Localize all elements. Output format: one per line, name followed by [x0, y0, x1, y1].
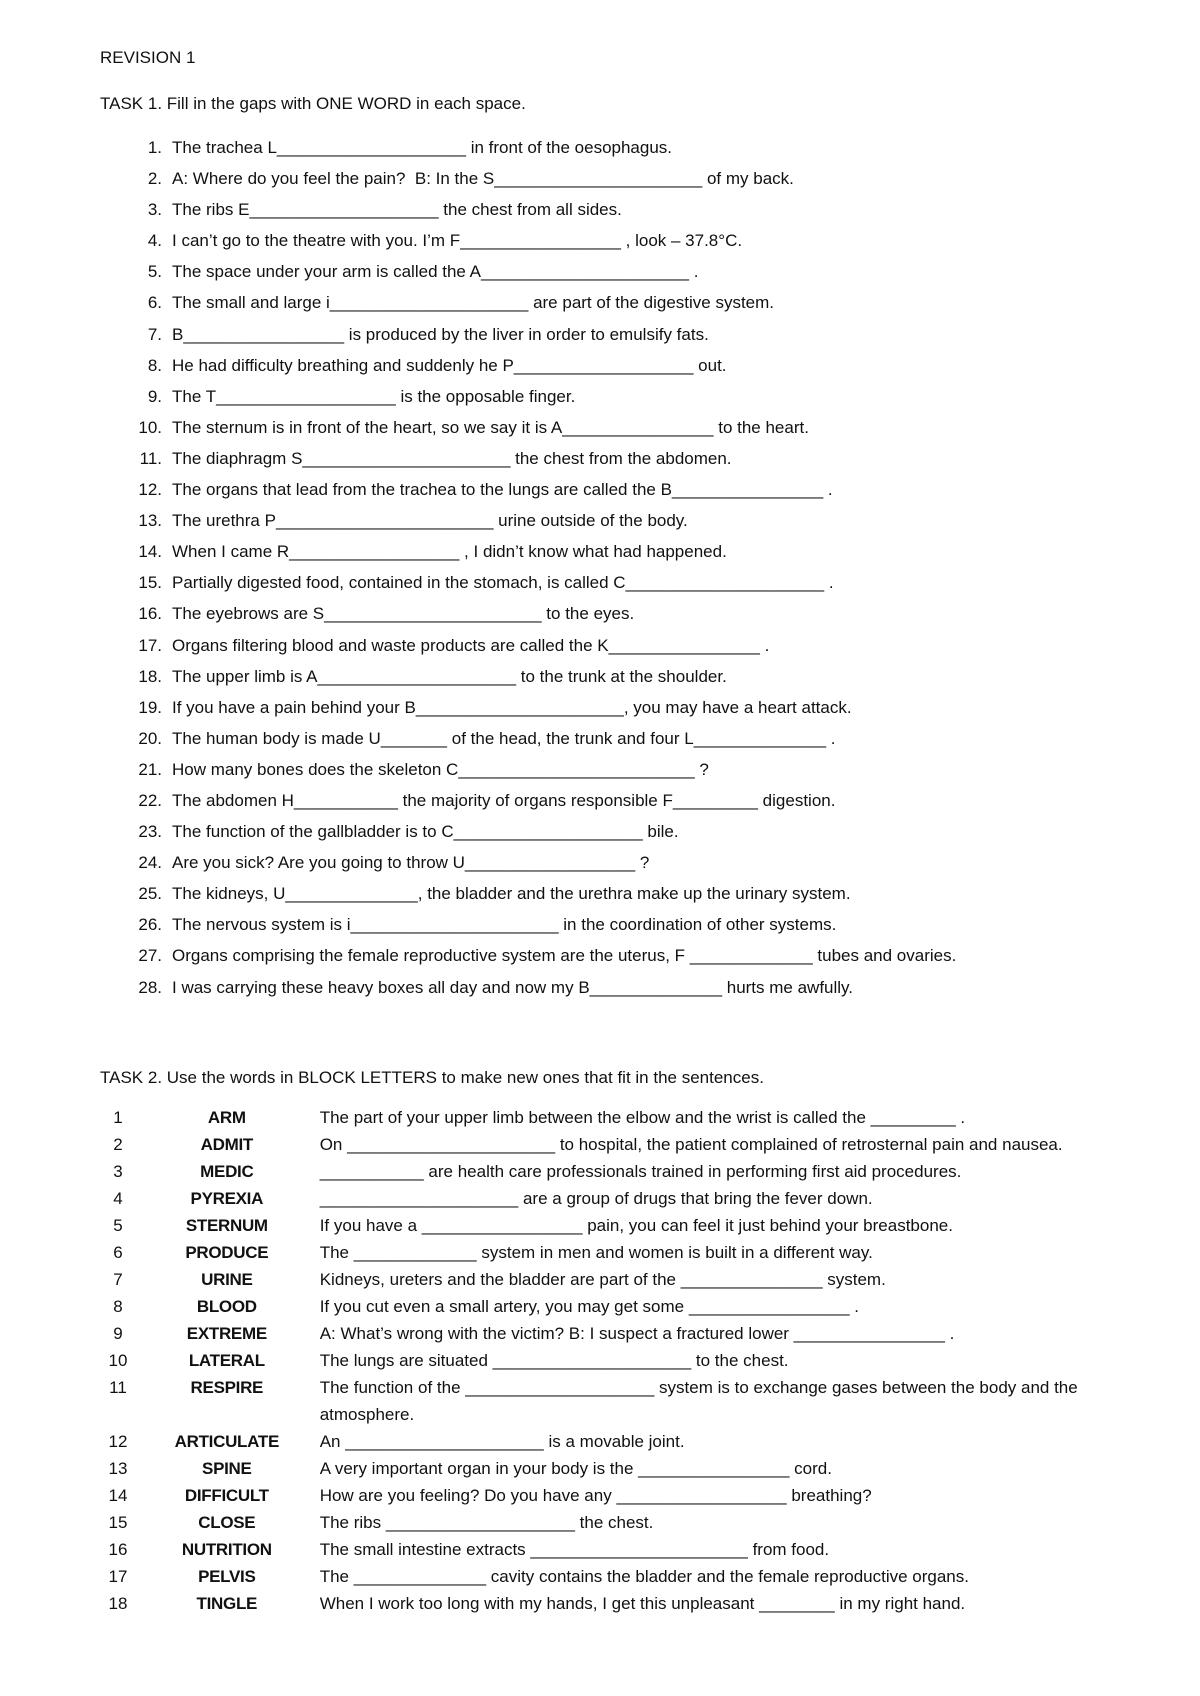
- row-number: 9: [113, 1324, 123, 1343]
- task1-item: [0, 479, 1200, 510]
- task1-item: [0, 945, 1200, 976]
- task1-item: [0, 635, 1200, 666]
- item-number: 5.: [147, 262, 162, 282]
- item-text: I was carrying these heavy boxes all day and now my B______________ hurts me awfully.: [172, 977, 854, 997]
- item-number: 18.: [138, 666, 162, 686]
- item-number: 4.: [147, 231, 162, 251]
- item-number: 3.: [147, 200, 162, 220]
- task1-item: [0, 386, 1200, 417]
- item-text: The sternum is in front of the heart, so we say it is A________________ to the heart.: [172, 417, 809, 437]
- item-text: The diaphragm S______________________ the chest from the abdomen.: [172, 448, 732, 468]
- task1-item: [0, 821, 1200, 852]
- item-number: 12.: [138, 480, 162, 500]
- row-number: 1: [113, 1108, 123, 1127]
- task2-row: [100, 1509, 1120, 1536]
- item-text: When I came R__________________ , I didn’t know what had happened.: [172, 542, 727, 562]
- item-number: 13.: [138, 511, 162, 531]
- task1-item: [0, 728, 1200, 759]
- item-text: The organs that lead from the trachea to the lungs are called the B________________ .: [172, 480, 833, 500]
- row-sentence: How are you feeling? Do you have any __________________ breathing?: [319, 1486, 872, 1505]
- block-word: MEDIC: [200, 1162, 254, 1181]
- item-text: Partially digested food, contained in the stomach, is called C_____________________ .: [172, 573, 834, 593]
- row-number: 17: [108, 1567, 128, 1586]
- item-number: 24.: [138, 853, 162, 873]
- row-number: 10: [108, 1351, 128, 1370]
- row-number: 2: [113, 1135, 123, 1154]
- row-sentence: The lungs are situated _____________________ to the chest.: [319, 1351, 789, 1370]
- task2-row: [100, 1374, 1120, 1428]
- item-text: The human body is made U_______ of the head, the trunk and four L______________ .: [172, 728, 836, 748]
- block-word: RESPIRE: [190, 1378, 264, 1397]
- task2-row: [100, 1536, 1120, 1563]
- task1-item: [0, 324, 1200, 355]
- item-number: 27.: [138, 946, 162, 966]
- block-word: NUTRITION: [181, 1540, 272, 1559]
- task2-row: [100, 1455, 1120, 1482]
- block-word: ARTICULATE: [174, 1432, 279, 1451]
- row-sentence: _____________________ are a group of drugs that bring the fever down.: [319, 1189, 873, 1208]
- row-number: 16: [108, 1540, 128, 1559]
- block-word: LATERAL: [188, 1351, 265, 1370]
- task2-row: [100, 1563, 1120, 1590]
- block-word: ARM: [207, 1108, 246, 1127]
- task1-item: [0, 448, 1200, 479]
- block-word: CLOSE: [198, 1513, 256, 1532]
- task2-table: [100, 1104, 1120, 1617]
- item-number: 25.: [138, 884, 162, 904]
- page-title: REVISION 1: [100, 48, 196, 67]
- task1-item: [0, 759, 1200, 790]
- block-word: SPINE: [202, 1459, 252, 1478]
- row-number: 8: [113, 1297, 123, 1316]
- task2-row: [100, 1266, 1120, 1293]
- block-word: TINGLE: [196, 1594, 258, 1613]
- row-number: 14: [108, 1486, 128, 1505]
- item-text: The small and large i_____________________ are part of the digestive system.: [172, 293, 775, 313]
- row-sentence: The ribs ____________________ the chest.: [319, 1513, 654, 1532]
- task1-item: [0, 230, 1200, 261]
- item-text: The function of the gallbladder is to C____________________ bile.: [172, 822, 679, 842]
- task2-row: [100, 1482, 1120, 1509]
- row-sentence: On ______________________ to hospital, the patient complained of retrosternal pain and nausea.: [319, 1135, 1063, 1154]
- row-sentence: A very important organ in your body is the ________________ cord.: [319, 1459, 832, 1478]
- item-number: 14.: [138, 542, 162, 562]
- item-number: 22.: [138, 790, 162, 810]
- item-text: Are you sick? Are you going to throw U__________________ ?: [172, 853, 650, 873]
- task1-item: [0, 666, 1200, 697]
- item-text: The eyebrows are S_______________________ to the eyes.: [172, 604, 635, 624]
- block-word: PELVIS: [198, 1567, 256, 1586]
- row-sentence: The small intestine extracts _______________________ from food.: [319, 1540, 830, 1559]
- row-sentence: A: What’s wrong with the victim? B: I suspect a fractured lower ________________ .: [319, 1324, 955, 1343]
- item-text: The trachea L____________________ in front of the oesophagus.: [172, 138, 673, 157]
- block-word: EXTREME: [186, 1324, 267, 1343]
- row-sentence: An _____________________ is a movable joint.: [319, 1432, 685, 1451]
- block-word: PRODUCE: [185, 1243, 269, 1262]
- task1-item: [0, 697, 1200, 728]
- block-word: PYREXIA: [190, 1189, 264, 1208]
- block-word: URINE: [201, 1270, 253, 1289]
- row-sentence: If you have a _________________ pain, you can feel it just behind your breastbone.: [319, 1216, 953, 1235]
- item-text: B_________________ is produced by the liver in order to emulsify fats.: [172, 324, 709, 344]
- task2-row: [100, 1590, 1120, 1617]
- item-text: If you have a pain behind your B______________________, you may have a heart attack.: [172, 697, 852, 717]
- task1-item: [0, 261, 1200, 292]
- item-number: 9.: [147, 386, 162, 406]
- item-text: The nervous system is i______________________ in the coordination of other systems.: [172, 915, 837, 935]
- row-number: 13: [108, 1459, 128, 1478]
- block-word: BLOOD: [196, 1297, 257, 1316]
- item-text: Organs filtering blood and waste products are called the K________________ .: [172, 635, 770, 655]
- task1-item: [0, 790, 1200, 821]
- task2-row: [100, 1428, 1120, 1455]
- item-text: Organs comprising the female reproductive system are the uterus, F _____________ tubes and ovaries.: [172, 946, 957, 966]
- item-text: He had difficulty breathing and suddenly he P___________________ out.: [172, 355, 727, 375]
- task1-heading: TASK 1. Fill in the gaps with ONE WORD in each space.: [100, 94, 526, 113]
- item-text: The urethra P_______________________ urine outside of the body.: [172, 511, 688, 531]
- item-number: 6.: [147, 293, 162, 313]
- row-sentence: When I work too long with my hands, I get this unpleasant ________ in my right hand.: [319, 1594, 966, 1613]
- row-sentence: The part of your upper limb between the elbow and the wrist is called the _________ .: [319, 1108, 966, 1127]
- item-number: 26.: [138, 915, 162, 935]
- item-text: The ribs E____________________ the chest from all sides.: [172, 200, 622, 220]
- row-number: 6: [113, 1243, 123, 1262]
- task1-list: [0, 137, 1200, 1008]
- task1-item: [0, 168, 1200, 199]
- item-number: 17.: [138, 635, 162, 655]
- item-number: 10.: [138, 417, 162, 437]
- task1-item: [0, 510, 1200, 541]
- row-number: 18: [108, 1594, 128, 1613]
- block-word: ADMIT: [200, 1135, 253, 1154]
- task1-item: [0, 977, 1200, 1008]
- task1-item: [0, 852, 1200, 883]
- item-number: 19.: [138, 697, 162, 717]
- item-number: 7.: [147, 324, 162, 344]
- item-text: I can’t go to the theatre with you. I’m F_________________ , look – 37.8°C.: [172, 231, 743, 251]
- task1-item: [0, 199, 1200, 230]
- task2-row: [100, 1293, 1120, 1320]
- row-number: 7: [113, 1270, 123, 1289]
- task2-row: [100, 1347, 1120, 1374]
- row-sentence: The _____________ system in men and women is built in a different way.: [319, 1243, 873, 1262]
- task2-row: [100, 1158, 1120, 1185]
- row-number: 12: [108, 1432, 128, 1451]
- task1-item: [0, 137, 1200, 168]
- row-sentence: The function of the ____________________ system is to exchange gases between the body and the atmosphere.: [319, 1378, 1078, 1424]
- row-number: 11: [109, 1378, 127, 1397]
- item-number: 1.: [147, 138, 162, 157]
- task2-row: [100, 1185, 1120, 1212]
- task2-row: [100, 1212, 1120, 1239]
- item-text: A: Where do you feel the pain? B: In the S______________________ of my back.: [172, 169, 794, 189]
- item-number: 23.: [138, 822, 162, 842]
- task1-item: [0, 355, 1200, 386]
- task2-row: [100, 1320, 1120, 1347]
- item-text: The upper limb is A_____________________ to the trunk at the shoulder.: [172, 666, 727, 686]
- block-word: DIFFICULT: [184, 1486, 269, 1505]
- item-text: The kidneys, U______________, the bladder and the urethra make up the urinary system.: [172, 884, 851, 904]
- task1-item: [0, 417, 1200, 448]
- task2-heading: TASK 2. Use the words in BLOCK LETTERS to make new ones that fit in the sentences.: [100, 1068, 764, 1087]
- item-text: The T___________________ is the opposable finger.: [172, 386, 576, 406]
- task1-item: [0, 541, 1200, 572]
- item-number: 21.: [138, 759, 162, 779]
- item-text: The space under your arm is called the A______________________ .: [172, 262, 699, 282]
- item-number: 2.: [147, 169, 162, 189]
- row-sentence: The ______________ cavity contains the bladder and the female reproductive organs.: [319, 1567, 969, 1586]
- item-number: 15.: [138, 573, 162, 593]
- block-word: STERNUM: [185, 1216, 268, 1235]
- item-number: 16.: [138, 604, 162, 624]
- task2-row: [100, 1239, 1120, 1266]
- row-sentence: If you cut even a small artery, you may get some _________________ .: [319, 1297, 859, 1316]
- row-number: 5: [113, 1216, 123, 1235]
- item-text: The abdomen H___________ the majority of organs responsible F_________ digestion.: [172, 790, 836, 810]
- task1-item: [0, 292, 1200, 323]
- item-number: 11.: [139, 448, 162, 468]
- row-number: 15: [108, 1513, 128, 1532]
- item-number: 8.: [147, 355, 162, 375]
- row-sentence: ___________ are health care professionals trained in performing first aid procedures.: [319, 1162, 962, 1181]
- row-sentence: Kidneys, ureters and the bladder are part of the _______________ system.: [319, 1270, 886, 1289]
- task1-item: [0, 883, 1200, 914]
- task1-item: [0, 603, 1200, 634]
- item-number: 28.: [138, 977, 162, 997]
- row-number: 4: [113, 1189, 123, 1208]
- task2-row: [100, 1104, 1120, 1131]
- item-number: 20.: [138, 728, 162, 748]
- task1-item: [0, 572, 1200, 603]
- row-number: 3: [113, 1162, 123, 1181]
- item-text: How many bones does the skeleton C_________________________ ?: [172, 759, 709, 779]
- task2-row: [100, 1131, 1120, 1158]
- task1-item: [0, 914, 1200, 945]
